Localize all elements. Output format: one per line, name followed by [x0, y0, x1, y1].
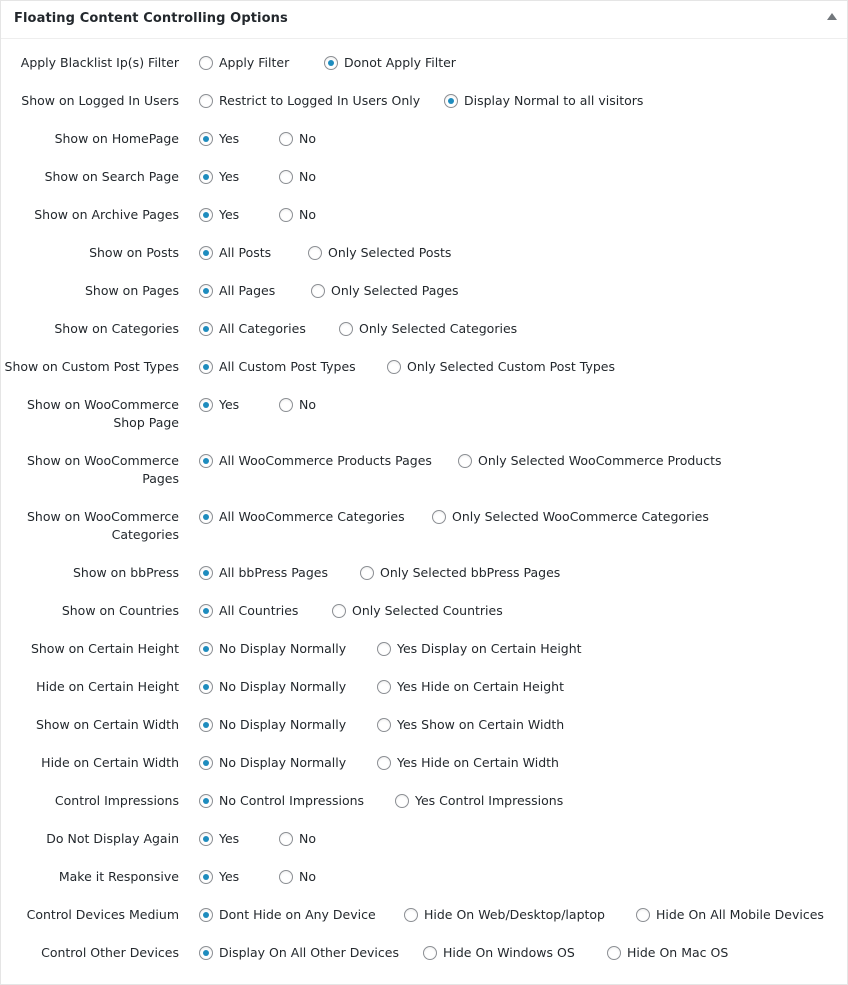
radio-button[interactable] [404, 908, 418, 922]
radio-option[interactable] [199, 452, 432, 470]
row-label-line: Pages [142, 471, 179, 486]
radio-option-label: Only Selected Categories [359, 321, 518, 336]
triangle-up-icon[interactable] [827, 13, 837, 20]
panel-title: Floating Content Controlling Options [14, 11, 288, 26]
radio-option-label: No [299, 397, 316, 412]
radio-button[interactable] [199, 454, 213, 468]
radio-option-label: No [299, 831, 316, 846]
row-label-line: Show on WooCommerce [26, 397, 179, 412]
radio-option-label: Donot Apply Filter [344, 55, 456, 70]
radio-button[interactable] [377, 756, 391, 770]
panel-header[interactable] [1, 1, 847, 39]
radio-button[interactable] [279, 208, 293, 222]
radio-option-label: Only Selected Pages [331, 283, 459, 298]
radio-button[interactable] [199, 360, 213, 374]
row-label-line: Control Other Devices [41, 945, 179, 960]
radio-option[interactable] [199, 92, 420, 110]
row-label-line: Shop Page [113, 415, 179, 430]
radio-button[interactable] [432, 510, 446, 524]
radio-option[interactable] [387, 358, 615, 376]
radio-button[interactable] [339, 322, 353, 336]
radio-option[interactable] [199, 602, 298, 620]
radio-option[interactable] [199, 792, 364, 810]
radio-option[interactable] [360, 564, 560, 582]
row-label [1, 868, 179, 886]
radio-option-label: Hide On All Mobile Devices [656, 907, 824, 922]
row-label [1, 508, 179, 544]
radio-option-label: Yes [219, 169, 240, 184]
radio-option[interactable] [279, 206, 316, 224]
row-label-line: Show on Logged In Users [21, 93, 179, 108]
radio-option-label: Only Selected WooCommerce Categories [452, 509, 709, 524]
radio-option[interactable] [199, 244, 271, 262]
radio-option-label: All Pages [219, 283, 276, 298]
radio-button[interactable] [199, 132, 213, 146]
radio-option[interactable] [199, 830, 239, 848]
radio-option[interactable] [279, 130, 316, 148]
radio-button[interactable] [199, 398, 213, 412]
radio-option-label: No [299, 169, 316, 184]
row-label-line: Apply Blacklist Ip(s) Filter [20, 55, 179, 70]
radio-option[interactable] [199, 640, 346, 658]
row-label [1, 792, 179, 810]
radio-option-label: Only Selected Custom Post Types [407, 359, 615, 374]
row-label-line: Show on WooCommerce [26, 509, 179, 524]
row-label-line: Show on bbPress [72, 565, 179, 580]
radio-button[interactable] [199, 908, 213, 922]
row-label [1, 678, 179, 696]
radio-option[interactable] [444, 92, 643, 110]
row-label [1, 282, 179, 300]
radio-button[interactable] [199, 246, 213, 260]
row-label [1, 830, 179, 848]
radio-button[interactable] [199, 94, 213, 108]
radio-button[interactable] [387, 360, 401, 374]
radio-option[interactable] [199, 508, 405, 526]
radio-option[interactable] [377, 640, 582, 658]
radio-option-label: Dont Hide on Any Device [219, 907, 376, 922]
radio-option-label: Only Selected bbPress Pages [380, 565, 561, 580]
row-label-line: Show on Certain Height [30, 641, 179, 656]
row-label [1, 206, 179, 224]
radio-option-label: Yes [219, 397, 240, 412]
radio-button[interactable] [377, 718, 391, 732]
radio-option-label: All Categories [219, 321, 306, 336]
row-label [1, 396, 179, 432]
radio-option-label: No Control Impressions [219, 793, 365, 808]
row-label [1, 452, 179, 488]
radio-button[interactable] [199, 946, 213, 960]
radio-button[interactable] [199, 170, 213, 184]
row-label-line: Show on Categories [54, 321, 179, 336]
radio-button[interactable] [199, 208, 213, 222]
row-label-line: Show on Countries [61, 603, 179, 618]
row-label [1, 640, 179, 658]
row-label [1, 944, 179, 962]
row-label-line: Show on Posts [89, 245, 179, 260]
row-label [1, 168, 179, 186]
row-label-line: Control Impressions [54, 793, 179, 808]
radio-option-label: All Custom Post Types [219, 359, 356, 374]
radio-option-label: Only Selected Countries [352, 603, 503, 618]
radio-option[interactable] [377, 716, 564, 734]
radio-option-label: Apply Filter [219, 55, 290, 70]
radio-button[interactable] [308, 246, 322, 260]
radio-option-label: Yes Display on Certain Height [397, 641, 582, 656]
radio-option-label: Display On All Other Devices [219, 945, 399, 960]
radio-button[interactable] [199, 510, 213, 524]
row-label-line: Show on Custom Post Types [4, 359, 179, 374]
radio-button[interactable] [199, 322, 213, 336]
radio-option[interactable] [199, 564, 328, 582]
radio-option-label: Yes [219, 869, 240, 884]
radio-option-label: Restrict to Logged In Users Only [219, 93, 421, 108]
radio-option[interactable] [636, 906, 824, 924]
radio-option[interactable] [199, 678, 346, 696]
radio-option[interactable] [432, 508, 709, 526]
radio-option-label: No Display Normally [219, 641, 347, 656]
radio-option[interactable] [199, 396, 239, 414]
row-label-line: Do Not Display Again [46, 831, 179, 846]
radio-button[interactable] [199, 566, 213, 580]
radio-button[interactable] [311, 284, 325, 298]
radio-option-label: Only Selected WooCommerce Products [478, 453, 722, 468]
radio-button[interactable] [199, 284, 213, 298]
radio-button[interactable] [279, 170, 293, 184]
radio-option-label: No [299, 207, 316, 222]
row-label [1, 92, 179, 110]
radio-button[interactable] [279, 832, 293, 846]
radio-option-label: Yes Hide on Certain Height [397, 679, 564, 694]
row-label [1, 358, 179, 376]
radio-button[interactable] [332, 604, 346, 618]
radio-button[interactable] [458, 454, 472, 468]
radio-option-label: All Countries [219, 603, 299, 618]
radio-option[interactable] [311, 282, 459, 300]
row-label-line: Make it Responsive [58, 869, 179, 884]
radio-option-label: No Display Normally [219, 755, 347, 770]
radio-option-label: Hide On Windows OS [443, 945, 575, 960]
radio-option[interactable] [199, 54, 289, 72]
radio-option-label: Yes Show on Certain Width [397, 717, 565, 732]
radio-option-label: Yes [219, 831, 240, 846]
radio-option[interactable] [308, 244, 451, 262]
radio-option-label: All Posts [219, 245, 272, 260]
radio-option[interactable] [377, 754, 559, 772]
radio-option[interactable] [377, 678, 564, 696]
radio-option[interactable] [332, 602, 503, 620]
radio-button[interactable] [199, 642, 213, 656]
radio-option-label: No Display Normally [219, 679, 347, 694]
radio-option[interactable] [199, 906, 376, 924]
row-label [1, 130, 179, 148]
radio-button[interactable] [636, 908, 650, 922]
radio-option[interactable] [279, 868, 316, 886]
radio-button[interactable] [360, 566, 374, 580]
radio-option-label: Yes Control Impressions [415, 793, 564, 808]
radio-option[interactable] [199, 168, 239, 186]
radio-button[interactable] [377, 642, 391, 656]
row-label [1, 320, 179, 338]
radio-option[interactable] [324, 54, 456, 72]
radio-option-label: No [299, 869, 316, 884]
radio-option[interactable] [199, 320, 306, 338]
radio-option[interactable] [199, 754, 346, 772]
radio-button[interactable] [423, 946, 437, 960]
radio-button[interactable] [279, 132, 293, 146]
radio-option-label: No Display Normally [219, 717, 347, 732]
radio-button[interactable] [607, 946, 621, 960]
row-label [1, 564, 179, 582]
row-label-line: Hide on Certain Width [41, 755, 179, 770]
radio-option[interactable] [279, 396, 316, 414]
radio-option[interactable] [199, 206, 239, 224]
radio-button[interactable] [199, 56, 213, 70]
row-label-line: Show on Archive Pages [34, 207, 179, 222]
radio-option-label: Only Selected Posts [328, 245, 452, 260]
radio-option-label: All bbPress Pages [219, 565, 328, 580]
radio-button[interactable] [199, 832, 213, 846]
radio-option[interactable] [199, 868, 239, 886]
radio-option[interactable] [395, 792, 563, 810]
row-label [1, 754, 179, 772]
radio-button[interactable] [279, 398, 293, 412]
row-label-line: Show on HomePage [54, 131, 179, 146]
row-label-line: Categories [111, 527, 179, 542]
radio-button[interactable] [199, 604, 213, 618]
radio-option[interactable] [607, 944, 728, 962]
row-label-line: Show on Pages [84, 283, 179, 298]
radio-button[interactable] [199, 718, 213, 732]
radio-button[interactable] [199, 756, 213, 770]
radio-option-label: Display Normal to all visitors [464, 93, 644, 108]
radio-option-label: Yes [219, 207, 240, 222]
radio-option-label: Hide On Mac OS [627, 945, 729, 960]
radio-option[interactable] [423, 944, 575, 962]
row-label [1, 54, 179, 72]
row-label-line: Hide on Certain Height [36, 679, 179, 694]
radio-button[interactable] [324, 56, 338, 70]
radio-option-label: Yes Hide on Certain Width [397, 755, 559, 770]
radio-option[interactable] [199, 282, 275, 300]
row-label-line: Control Devices Medium [26, 907, 179, 922]
radio-option-label: Yes [219, 131, 240, 146]
radio-option-label: Hide On Web/Desktop/laptop [424, 907, 605, 922]
radio-option[interactable] [279, 830, 316, 848]
radio-button[interactable] [199, 870, 213, 884]
row-label [1, 906, 179, 924]
radio-option[interactable] [199, 944, 399, 962]
row-label [1, 602, 179, 620]
radio-option[interactable] [339, 320, 517, 338]
radio-option[interactable] [279, 168, 316, 186]
radio-option[interactable] [404, 906, 605, 924]
radio-button[interactable] [199, 680, 213, 694]
row-label-line: Show on Certain Width [35, 717, 179, 732]
radio-option-label: No [299, 131, 316, 146]
radio-button[interactable] [377, 680, 391, 694]
radio-option[interactable] [199, 716, 346, 734]
row-label-line: Show on WooCommerce [26, 453, 179, 468]
radio-option-label: All WooCommerce Products Pages [219, 453, 432, 468]
row-label [1, 716, 179, 734]
row-label [1, 244, 179, 262]
radio-option[interactable] [199, 358, 356, 376]
row-label-line: Show on Search Page [44, 169, 179, 184]
radio-button[interactable] [199, 794, 213, 808]
radio-option-label: All WooCommerce Categories [219, 509, 405, 524]
radio-option[interactable] [458, 452, 721, 470]
radio-button[interactable] [444, 94, 458, 108]
radio-button[interactable] [395, 794, 409, 808]
radio-button[interactable] [279, 870, 293, 884]
radio-option[interactable] [199, 130, 239, 148]
